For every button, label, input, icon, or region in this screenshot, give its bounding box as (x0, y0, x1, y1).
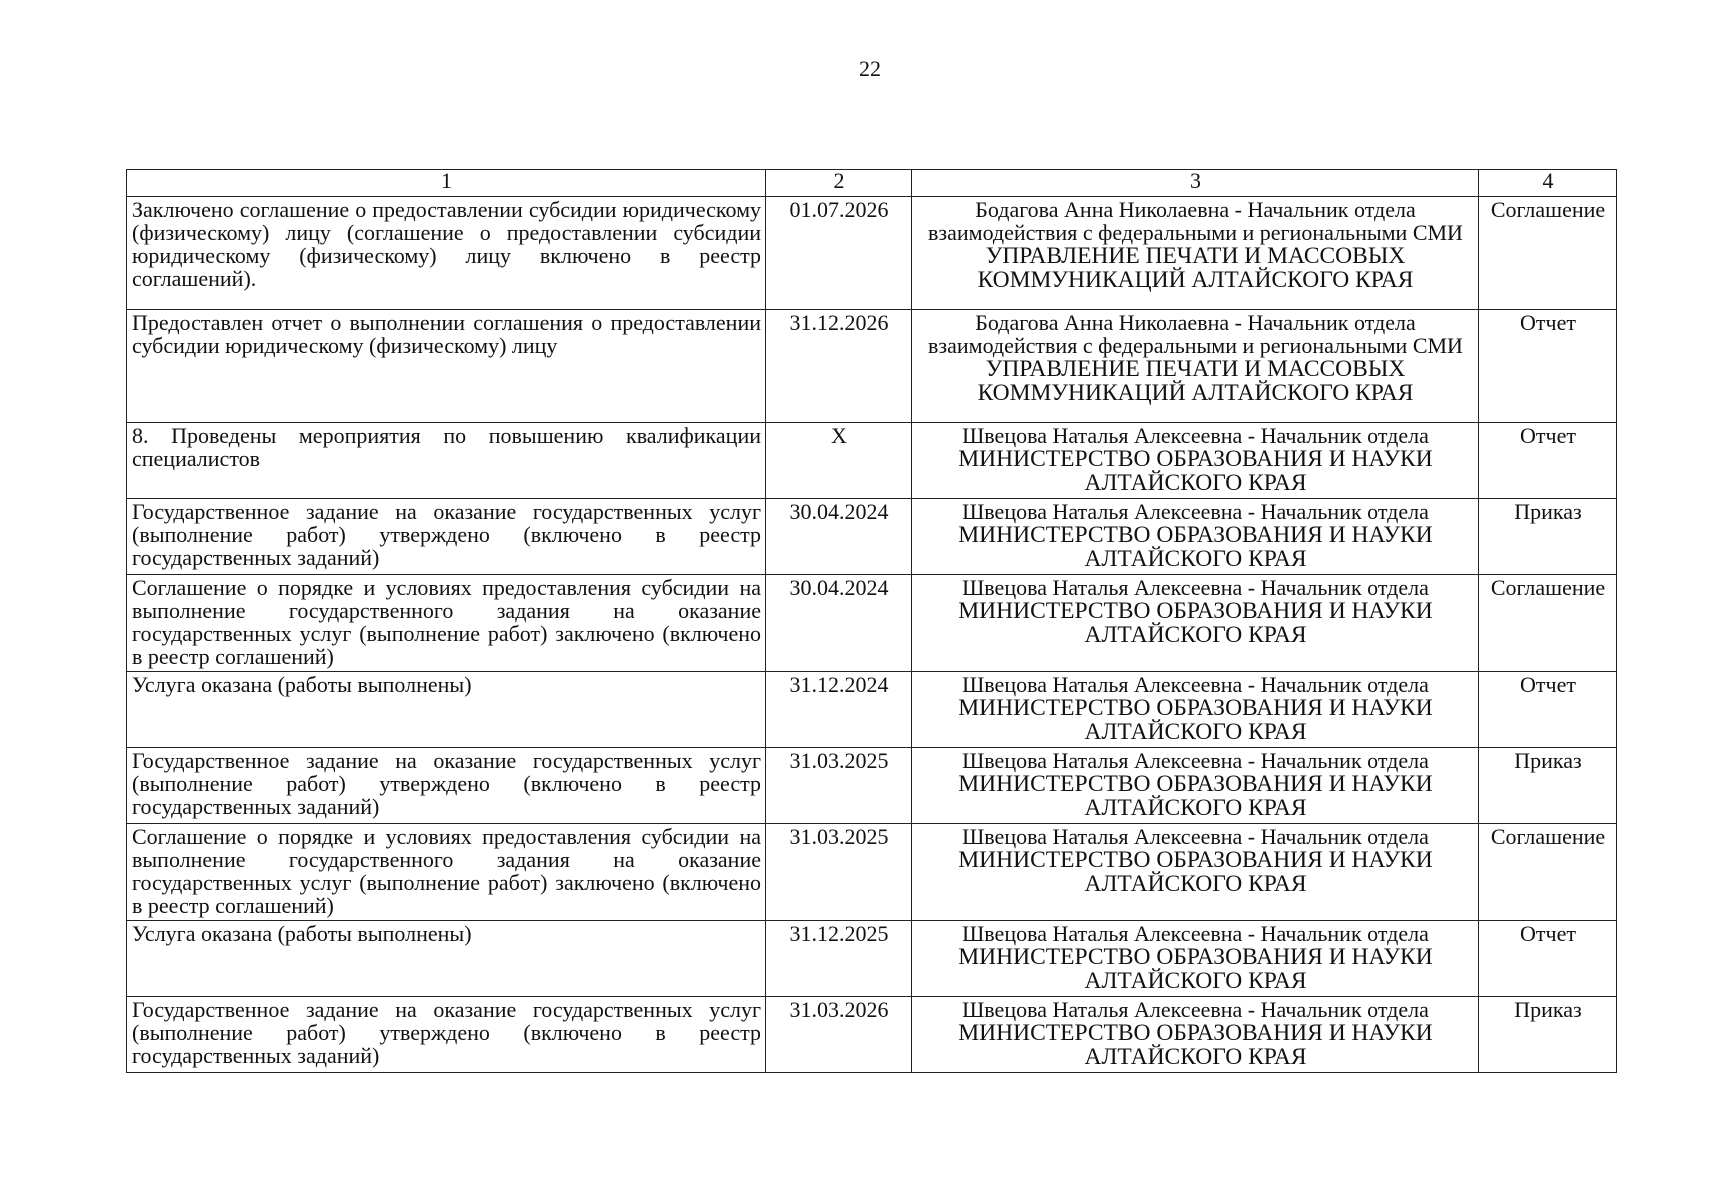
column-number-3: 3 (912, 170, 1479, 197)
page-number: 22 (859, 56, 881, 81)
deadline-date: 31.03.2026 (766, 997, 912, 1073)
responsible-organization: МИНИСТЕРСТВО ОБРАЗОВАНИЯ И НАУКИ АЛТАЙСКОГО КРАЯ (958, 1020, 1433, 1070)
table-row (127, 423, 1617, 499)
responsible-cell (912, 748, 1479, 824)
table-row (127, 575, 1617, 672)
table-row (127, 997, 1617, 1073)
responsible-person: Швецова Наталья Алексеевна - Начальник отдела (962, 748, 1429, 773)
event-description: Соглашение о порядке и условиях предоставления субсидии на выполнение государственного задания на оказание государственных услуг (выполнение работ) заключено (включено в реестр соглашений) (127, 575, 766, 672)
event-description: 8. Проведены мероприятия по повышению квалификации специалистов (127, 423, 766, 499)
responsible-person: Швецова Наталья Алексеевна - Начальник отдела (962, 824, 1429, 849)
document-type: Приказ (1479, 499, 1617, 575)
responsible-organization: УПРАВЛЕНИЕ ПЕЧАТИ И МАССОВЫХ КОММУНИКАЦИЙ АЛТАЙСКОГО КРАЯ (977, 243, 1414, 293)
responsible-cell (912, 921, 1479, 997)
event-description: Государственное задание на оказание государственных услуг (выполнение работ) утверждено (включено в реестр государственных заданий) (127, 748, 766, 824)
event-description: Государственное задание на оказание государственных услуг (выполнение работ) утверждено (включено в реестр государственных заданий) (127, 499, 766, 575)
column-number-1: 1 (127, 170, 766, 197)
header-row (127, 170, 1617, 197)
responsible-cell (912, 824, 1479, 921)
responsible-person: Швецова Наталья Алексеевна - Начальник отдела (962, 575, 1429, 600)
document-type: Отчет (1479, 310, 1617, 423)
deadline-date: 30.04.2024 (766, 499, 912, 575)
responsible-person: Швецова Наталья Алексеевна - Начальник отдела (962, 672, 1429, 697)
event-description: Государственное задание на оказание государственных услуг (выполнение работ) утверждено (включено в реестр государственных заданий) (127, 997, 766, 1073)
table-row (127, 748, 1617, 824)
deadline-date: 31.03.2025 (766, 824, 912, 921)
document-type: Соглашение (1479, 197, 1617, 310)
event-description: Услуга оказана (работы выполнены) (127, 921, 766, 997)
event-description: Заключено соглашение о предоставлении субсидии юридическому (физическому) лицу (соглашение о предоставлении субсидии юридическому (физическому) лицу включено в реестр соглашений). (127, 197, 766, 310)
document-type: Отчет (1479, 672, 1617, 748)
responsible-cell (912, 997, 1479, 1073)
deadline-date: 30.04.2024 (766, 575, 912, 672)
deadline-date: 31.12.2025 (766, 921, 912, 997)
column-number-2: 2 (766, 170, 912, 197)
responsible-organization: МИНИСТЕРСТВО ОБРАЗОВАНИЯ И НАУКИ АЛТАЙСКОГО КРАЯ (958, 771, 1433, 821)
event-description: Предоставлен отчет о выполнении соглашения о предоставлении субсидии юридическому (физическому) лицу (127, 310, 766, 423)
responsible-cell (912, 197, 1479, 310)
table-row (127, 499, 1617, 575)
responsible-organization: МИНИСТЕРСТВО ОБРАЗОВАНИЯ И НАУКИ АЛТАЙСКОГО КРАЯ (958, 598, 1433, 648)
plan-table (126, 169, 1617, 1073)
deadline-date: 31.12.2026 (766, 310, 912, 423)
responsible-cell (912, 310, 1479, 423)
deadline-date: 01.07.2026 (766, 197, 912, 310)
table-row (127, 672, 1617, 748)
responsible-organization: МИНИСТЕРСТВО ОБРАЗОВАНИЯ И НАУКИ АЛТАЙСКОГО КРАЯ (958, 522, 1433, 572)
document-type: Соглашение (1479, 575, 1617, 672)
deadline-date: X (766, 423, 912, 499)
responsible-person: Швецова Наталья Алексеевна - Начальник отдела (962, 997, 1429, 1022)
responsible-person: Бодагова Анна Николаевна - Начальник отдела взаимодействия с федеральными и региональными СМИ (928, 197, 1463, 245)
responsible-organization: УПРАВЛЕНИЕ ПЕЧАТИ И МАССОВЫХ КОММУНИКАЦИЙ АЛТАЙСКОГО КРАЯ (977, 356, 1414, 406)
table-row (127, 824, 1617, 921)
responsible-cell (912, 499, 1479, 575)
table-header (127, 170, 1617, 197)
document-type: Соглашение (1479, 824, 1617, 921)
responsible-organization: МИНИСТЕРСТВО ОБРАЗОВАНИЯ И НАУКИ АЛТАЙСКОГО КРАЯ (958, 944, 1433, 994)
document-type: Отчет (1479, 921, 1617, 997)
event-description: Услуга оказана (работы выполнены) (127, 672, 766, 748)
deadline-date: 31.03.2025 (766, 748, 912, 824)
responsible-cell (912, 575, 1479, 672)
responsible-organization: МИНИСТЕРСТВО ОБРАЗОВАНИЯ И НАУКИ АЛТАЙСКОГО КРАЯ (958, 446, 1433, 496)
responsible-cell (912, 672, 1479, 748)
responsible-person: Швецова Наталья Алексеевна - Начальник отдела (962, 921, 1429, 946)
responsible-person: Швецова Наталья Алексеевна - Начальник отдела (962, 423, 1429, 448)
column-number-4: 4 (1479, 170, 1617, 197)
document-type: Приказ (1479, 997, 1617, 1073)
responsible-person: Швецова Наталья Алексеевна - Начальник отдела (962, 499, 1429, 524)
document-type: Приказ (1479, 748, 1617, 824)
document-type: Отчет (1479, 423, 1617, 499)
responsible-cell (912, 423, 1479, 499)
responsible-organization: МИНИСТЕРСТВО ОБРАЗОВАНИЯ И НАУКИ АЛТАЙСКОГО КРАЯ (958, 847, 1433, 897)
responsible-person: Бодагова Анна Николаевна - Начальник отдела взаимодействия с федеральными и региональными СМИ (928, 310, 1463, 358)
table-body (127, 197, 1617, 1073)
event-description: Соглашение о порядке и условиях предоставления субсидии на выполнение государственного задания на оказание государственных услуг (выполнение работ) заключено (включено в реестр соглашений) (127, 824, 766, 921)
table-row (127, 921, 1617, 997)
table-row (127, 197, 1617, 310)
deadline-date: 31.12.2024 (766, 672, 912, 748)
table-row (127, 310, 1617, 423)
responsible-organization: МИНИСТЕРСТВО ОБРАЗОВАНИЯ И НАУКИ АЛТАЙСКОГО КРАЯ (958, 695, 1433, 745)
